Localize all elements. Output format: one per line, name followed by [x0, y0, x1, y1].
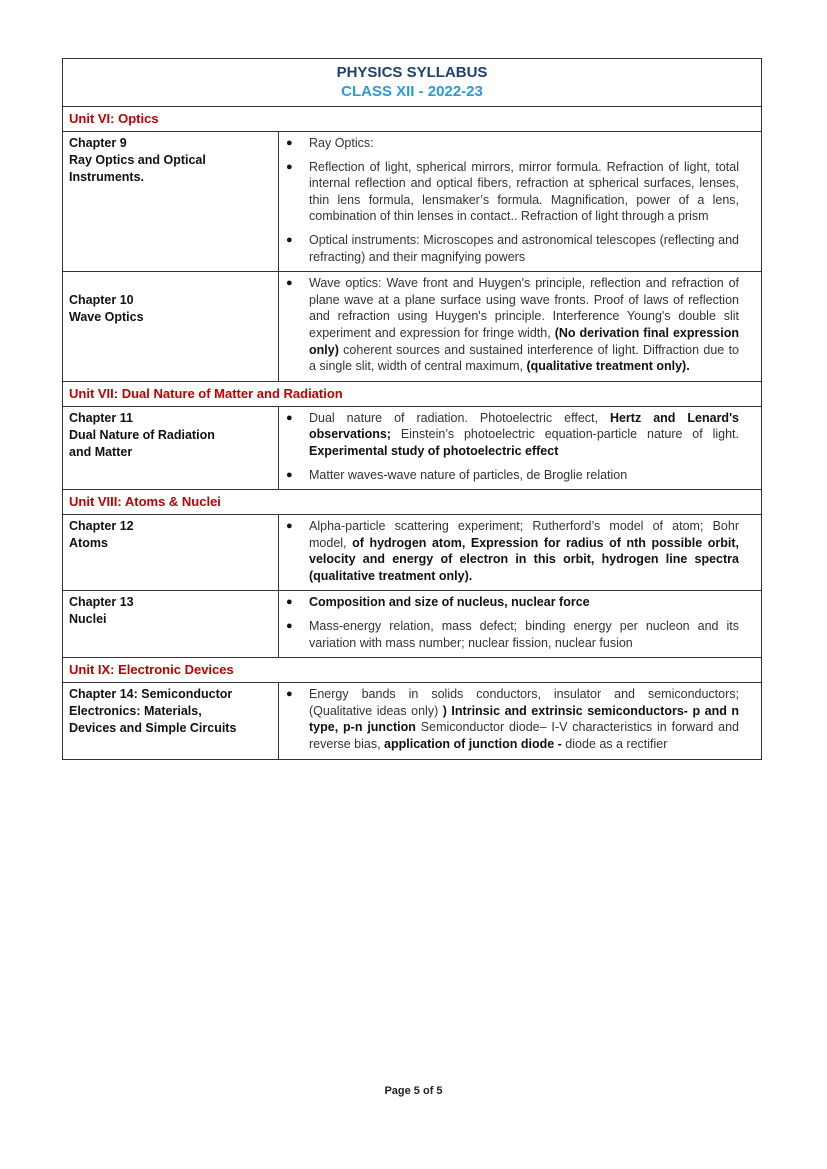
topic-text: Alpha-particle scattering experiment; Rutherford’s model of atom; Bohr model, — [309, 519, 739, 550]
topic-item — [285, 518, 739, 584]
chapter-name-line: Ray Optics and Optical — [69, 153, 206, 167]
topic-item — [285, 135, 739, 152]
unit-row — [63, 381, 762, 406]
topic-text: coherent sources and sustained interference of light. Diffraction due to a single slit, width of central maximum, — [309, 342, 739, 374]
topic-item — [285, 410, 739, 460]
topic-text-bold: of hydrogen atom, Expression for radius of nth possible orbit, velocity and energy of electron in this orbit, hydrogen line spectra (qualitative treatment only). — [309, 535, 739, 583]
topic-list — [285, 518, 739, 584]
unit-title: Unit IX: Electronic Devices — [63, 658, 762, 683]
chapter-row — [63, 406, 762, 489]
chapter-name-cell — [63, 132, 279, 272]
topic-item — [285, 159, 739, 225]
chapter-row — [63, 132, 762, 272]
topic-text-bold: application of junction diode - — [384, 737, 562, 752]
chapter-name-line: Chapter 9 — [69, 136, 127, 150]
bullet-icon: ● — [286, 468, 293, 481]
chapter-row — [63, 272, 762, 382]
chapter-row — [63, 515, 762, 591]
bullet-icon: ● — [286, 688, 293, 701]
bullet-icon: ● — [286, 520, 293, 533]
bullet-icon: ● — [286, 620, 293, 633]
chapter-name-cell — [63, 683, 279, 759]
chapter-name-cell — [63, 406, 279, 489]
chapter-name-line: Wave Optics — [69, 310, 144, 325]
chapter-name-line: Instruments. — [69, 170, 145, 184]
page-title: PHYSICS SYLLABUS — [336, 64, 488, 81]
topic-item — [285, 618, 739, 651]
topic-text: Reflection of light, spherical mirrors, mirror formula. Refraction of light, total internal reflection and optical fibers, refraction at spherical surfaces, lenses, thin lens formula, lensmaker’s formula. Magnification, power of a lens, combination of thin lenses in contact.. Refraction of light through a prism — [309, 159, 739, 224]
chapter-name-line: and Matter — [69, 444, 133, 459]
topic-item — [285, 467, 739, 484]
chapter-row — [63, 591, 762, 658]
chapter-name-cell — [63, 272, 279, 382]
bullet-icon: ● — [286, 160, 293, 173]
unit-title: Unit VIII: Atoms & Nuclei — [63, 490, 762, 515]
topic-text: Wave optics: Wave front and Huygen's principle, reflection and refraction of plane wave at a plane surface using wave fronts. Proof of laws of reflection and refraction using Huygen's principle. Interference Young's double slit experiment and expression for fringe width, — [309, 276, 739, 340]
unit-row — [63, 658, 762, 683]
chapter-name-line: Atoms — [69, 536, 108, 551]
chapter-content-cell — [279, 515, 762, 591]
bullet-icon: ● — [286, 233, 293, 246]
bullet-icon: ● — [286, 596, 293, 609]
topic-text-bold: ) Intrinsic and extrinsic semiconductors- p and n type, p-n junction — [309, 703, 739, 735]
chapter-name-cell — [63, 591, 279, 658]
chapter-name-line: Dual Nature of Radiation — [69, 427, 215, 442]
chapter-content-cell — [279, 132, 762, 272]
topic-list — [285, 686, 739, 752]
topic-item — [285, 275, 739, 375]
topic-text-bold: Hertz and Lenard's observations; — [309, 410, 739, 442]
chapter-content-cell — [279, 591, 762, 658]
unit-title: Unit VII: Dual Nature of Matter and Radiation — [63, 381, 762, 406]
topic-item — [285, 686, 739, 752]
unit-row — [63, 490, 762, 515]
bullet-icon: ● — [286, 277, 293, 290]
topic-text: Energy bands in solids conductors, insulator and semiconductors; (Qualitative ideas only) — [309, 687, 739, 718]
topic-text-bold: Experimental study of photoelectric effect — [309, 443, 559, 458]
topic-text: Dual nature of radiation. Photoelectric effect, — [309, 410, 610, 425]
bullet-icon: ● — [286, 411, 293, 424]
chapter-name-line: Chapter 13 — [69, 595, 134, 610]
topic-item — [285, 594, 739, 611]
topic-text: Mass-energy relation, mass defect; binding energy per nucleon and its variation with mass number; nuclear fission, nuclear fusion — [309, 619, 739, 650]
chapter-name-line: Devices and Simple Circuits — [69, 721, 237, 736]
syllabus-table — [62, 58, 762, 760]
topic-text-bold: (qualitative treatment only). — [526, 359, 690, 374]
topic-text-bold: Composition and size of nucleus, nuclear force — [309, 595, 590, 610]
topic-text-bold: (No derivation final expression only) — [309, 325, 739, 357]
unit-title: Unit VI: Optics — [63, 107, 762, 132]
chapter-name-line: Chapter 14: Semiconductor — [69, 687, 233, 702]
chapter-content-cell — [279, 683, 762, 759]
topic-list — [285, 410, 739, 483]
page-subtitle: CLASS XII - 2022-23 — [341, 83, 483, 100]
topic-list — [285, 275, 739, 375]
chapter-name-cell — [63, 515, 279, 591]
topic-list — [285, 135, 739, 265]
chapter-name-line: Chapter 10 — [69, 293, 134, 308]
unit-row — [63, 107, 762, 132]
topic-text: Semiconductor diode– I-V characteristics in forward and reverse bias, — [309, 720, 739, 752]
topic-text: Optical instruments: Microscopes and astronomical telescopes (reflecting and refracting) and their magnifying powers — [309, 232, 739, 264]
topic-item — [285, 232, 739, 265]
chapter-content-cell — [279, 272, 762, 382]
topic-list — [285, 594, 739, 651]
chapter-content-cell — [279, 406, 762, 489]
chapter-name-line: Electronics: Materials, — [69, 704, 202, 719]
chapter-name-line: Chapter 11 — [69, 410, 133, 425]
chapter-name-line: Chapter 12 — [69, 519, 134, 534]
topic-text: Ray Optics: — [309, 136, 374, 150]
header-row — [63, 59, 762, 107]
header-cell — [63, 59, 762, 107]
chapter-row — [63, 683, 762, 759]
chapter-name-line: Nuclei — [69, 612, 107, 627]
page-number: Page 5 of 5 — [384, 1085, 443, 1097]
topic-text: diode as a rectifier — [561, 737, 668, 752]
topic-text: Einstein’s photoelectric equation-particle nature of light. — [390, 427, 739, 442]
topic-text: Matter waves-wave nature of particles, de Broglie relation — [309, 467, 628, 482]
bullet-icon: ● — [286, 137, 293, 149]
